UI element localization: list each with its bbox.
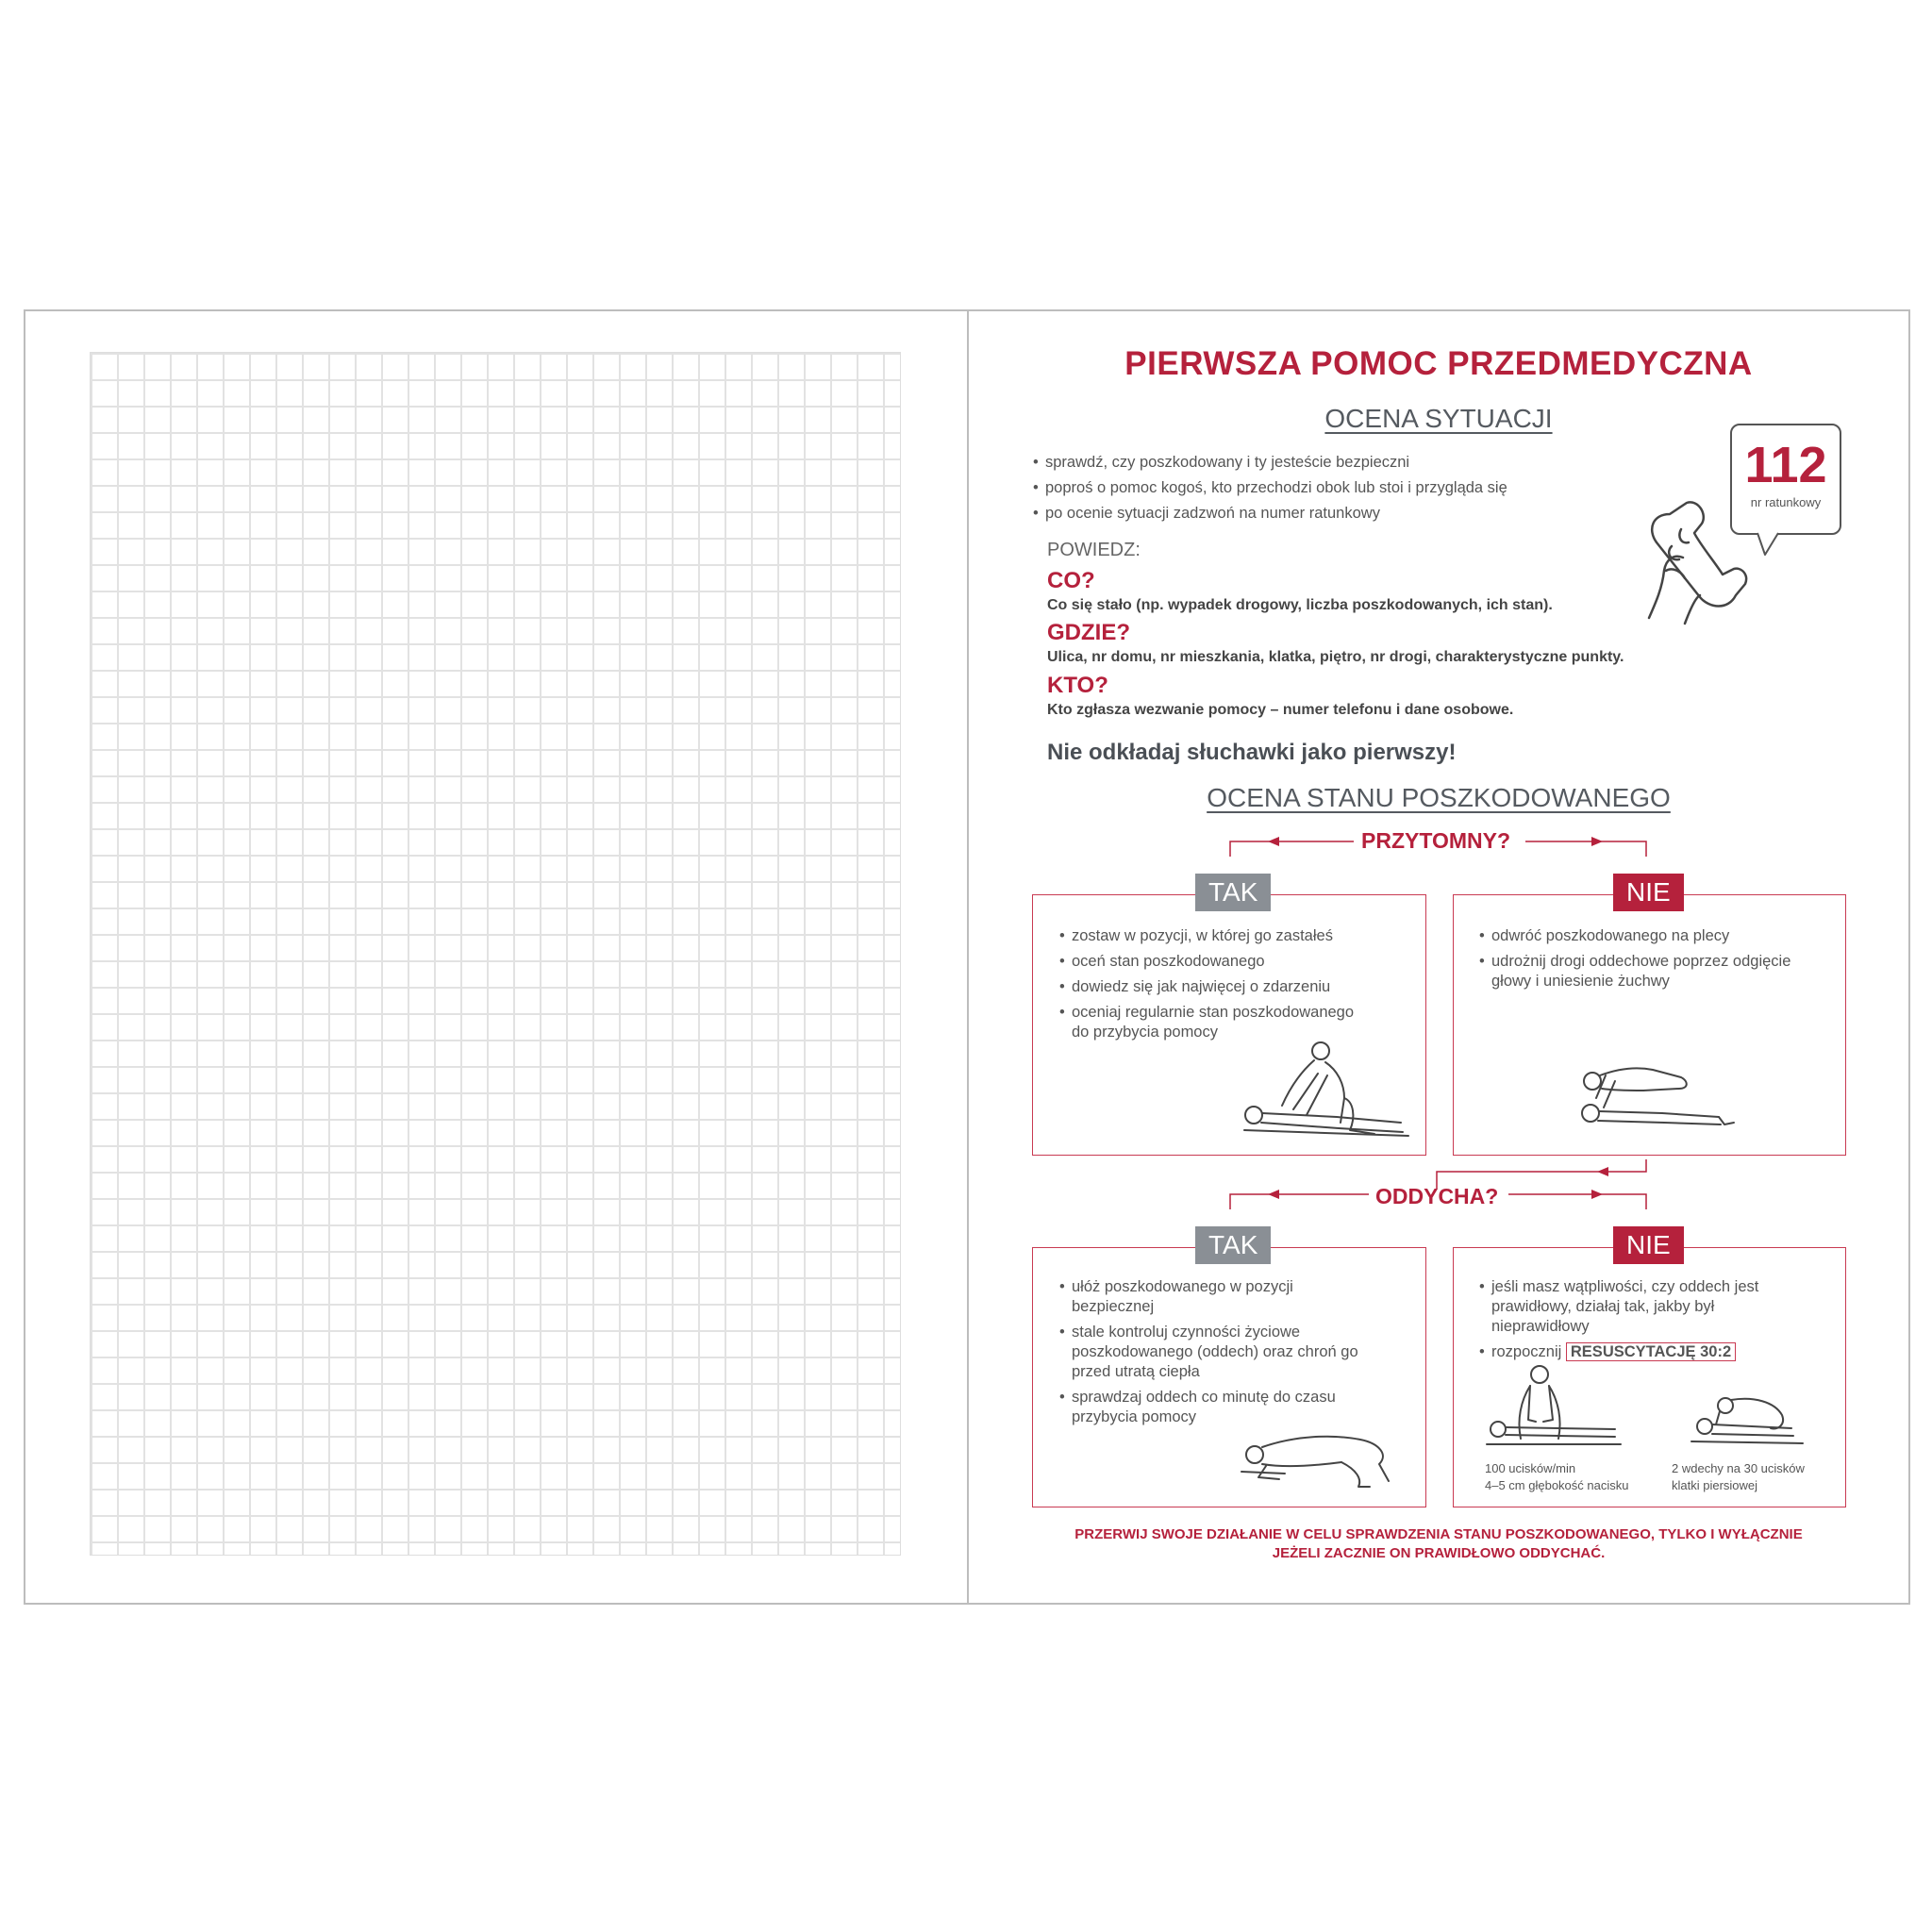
list-item: • zostaw w pozycji, w której go zastałeś [1059, 926, 1371, 946]
say-label: POWIEDZ: [1047, 540, 1141, 560]
rescue-breaths-icon [1688, 1396, 1810, 1453]
footer-line-1: PRZERWIJ SWOJE DZIAŁANIE W CELU SPRAWDZENIA STANU POSZKODOWANEGO, TYLKO I WYŁĄCZNIE [1074, 1526, 1803, 1542]
start-label: rozpocznij [1491, 1343, 1562, 1360]
conscious-yes-tag: TAK [1195, 874, 1271, 911]
list-item [1479, 1342, 1809, 1362]
caption-rate: 100 ucisków/min [1485, 1461, 1576, 1475]
question-what-desc: Co się stało (np. wypadek drogowy, liczba poszkodowanych, ich stan). [1047, 597, 1553, 613]
list-item: • poproś o pomoc kogoś, kto przechodzi obok lub stoi i przygląda się [1033, 478, 1618, 498]
list-item: • ułóż poszkodowanego w pozycji bezpiecznej [1059, 1277, 1371, 1317]
list-item: • odwróć poszkodowanego na plecy [1479, 926, 1809, 946]
footer-line-2: JEŻELI ZACZNIE ON PRAWIDŁOWO ODDYCHAĆ. [1272, 1545, 1606, 1561]
emergency-number: 112 [1744, 437, 1827, 493]
squared-grid-page [90, 352, 901, 1556]
conscious-no-tag: NIE [1613, 874, 1684, 911]
question-what: CO? [1047, 568, 1095, 593]
breathing-yes-tag: TAK [1195, 1226, 1271, 1264]
compressions-caption [1485, 1460, 1628, 1494]
emergency-number-label: nr ratunkowy [1750, 495, 1822, 509]
caption-ratio: 2 wdechy na 30 ucisków [1672, 1461, 1805, 1475]
question-where: GDZIE? [1047, 620, 1130, 645]
list-item: • dowiedz się jak najwięcej o zdarzeniu [1059, 977, 1371, 997]
breathing-no-bullets [1479, 1277, 1809, 1368]
condition-heading: OCENA STANU POSZKODOWANEGO [1207, 783, 1671, 812]
conscious-question: PRZYTOMNY? [1361, 828, 1511, 853]
list-item: • sprawdź, czy poszkodowany i ty jesteście bezpieczni [1033, 453, 1618, 473]
breathing-no-tag: NIE [1613, 1226, 1684, 1264]
list-item: • udrożnij drogi oddechowe poprzez odgięcie głowy i uniesienie żuchwy [1479, 952, 1809, 991]
list-item: • po ocenie sytuacji zadzwoń na numer ratunkowy [1033, 504, 1618, 524]
list-item: • oceń stan poszkodowanego [1059, 952, 1371, 972]
caption-chest: klatki piersiowej [1672, 1478, 1758, 1492]
list-item: • jeśli masz wątpliwości, czy oddech jest prawidłowy, działaj tak, jakby był nieprawidłowy [1479, 1277, 1809, 1337]
resuscitation-label: RESUSCYTACJĘ 30:2 [1566, 1342, 1736, 1361]
chest-compressions-icon [1483, 1363, 1624, 1453]
question-where-desc: Ulica, nr domu, nr mieszkania, klatka, piętro, nr drogi, charakterystyczne punkty. [1047, 649, 1624, 665]
breaths-caption [1672, 1460, 1805, 1494]
page-title: PIERWSZA POMOC PRZEDMEDYCZNA [1124, 345, 1753, 382]
dont-hang-up-note: Nie odkładaj słuchawki jako pierwszy! [1047, 740, 1457, 765]
caption-depth: 4–5 cm głębokość nacisku [1485, 1478, 1629, 1492]
footer-warning [969, 1525, 1908, 1563]
recovery-position-icon [1238, 1426, 1407, 1492]
first-aid-page [969, 311, 1908, 1603]
question-who: KTO? [1047, 673, 1108, 698]
question-who-desc: Kto zgłasza wezwanie pomocy – numer telefonu i dane osobowe. [1047, 702, 1514, 718]
breathing-question: ODDYCHA? [1375, 1184, 1499, 1208]
assessment-heading: OCENA SYTUACJI [1324, 404, 1553, 433]
list-item: • sprawdzaj oddech co minutę do czasu przybycia pomocy [1059, 1388, 1371, 1427]
list-item: • oceniaj regularnie stan poszkodowanego do przybycia pomocy [1059, 1003, 1371, 1042]
list-item: • stale kontroluj czynności życiowe poszkodowanego (oddech) oraz chroń go przed utratą ciepła [1059, 1323, 1371, 1382]
breathing-yes-bullets [1059, 1277, 1371, 1433]
